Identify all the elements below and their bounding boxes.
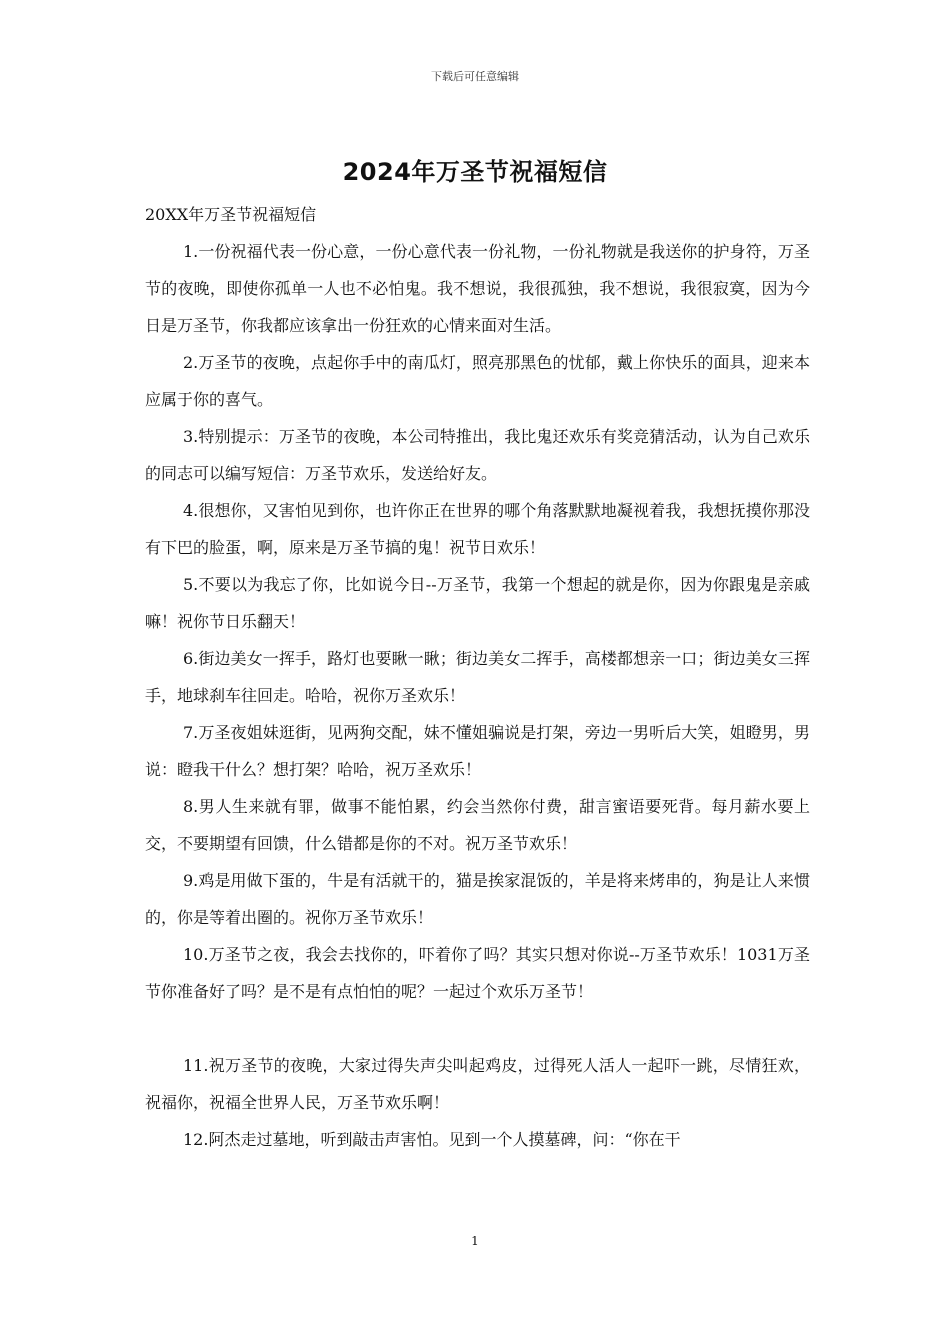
paragraph-7: 7.万圣夜姐妹逛街，见两狗交配，妹不懂姐骗说是打架，旁边一男听后大笑，姐瞪男，男说：瞪我干什么？想打架？哈哈，祝万圣欢乐！ [145,723,810,779]
paragraph-11: 11.祝万圣节的夜晚，大家过得失声尖叫起鸡皮，过得死人活人一起吓一跳，尽情狂欢，祝福你，祝福全世界人民，万圣节欢乐啊！ [145,1056,810,1112]
paragraph-8: 8.男人生来就有罪，做事不能怕累，约会当然你付费，甜言蜜语要死背。每月薪水要上交，不要期望有回馈，什么错都是你的不对。祝万圣节欢乐！ [145,797,810,853]
paragraph-2: 2.万圣节的夜晚，点起你手中的南瓜灯，照亮那黑色的忧郁，戴上你快乐的面具，迎来本应属于你的喜气。 [145,353,810,409]
document-title: 2024年万圣节祝福短信 [342,158,608,186]
blank-line [145,1010,810,1047]
paragraph-12: 12.阿杰走过墓地，听到敲击声害怕。见到一个人摸墓碑，问：“你在干 [183,1130,681,1149]
paragraph-6: 6.街边美女一挥手，路灯也要瞅一瞅；街边美女二挥手，高楼都想亲一口；街边美女三挥手，地球刹车往回走。哈哈，祝你万圣欢乐！ [145,649,810,705]
paragraph-10: 10.万圣节之夜，我会去找你的，吓着你了吗？其实只想对你说--万圣节欢乐！1031万圣节你准备好了吗？是不是有点怕怕的呢？一起过个欢乐万圣节！ [145,945,810,1001]
document-subtitle: 20XX年万圣节祝福短信 [145,205,317,224]
paragraph-5: 5.不要以为我忘了你，比如说今日--万圣节，我第一个想起的就是你，因为你跟鬼是亲戚嘛！祝你节日乐翻天！ [145,575,810,631]
paragraph-1: 1.一份祝福代表一份心意，一份心意代表一份礼物，一份礼物就是我送你的护身符，万圣节的夜晚，即使你孤单一人也不必怕鬼。我不想说，我很孤独，我不想说，我很寂寞，因为今日是万圣节，你我都应该拿出一份狂欢的心情来面对生活。 [145,242,810,335]
paragraph-3: 3.特别提示：万圣节的夜晚，本公司特推出，我比鬼还欢乐有奖竞猜活动，认为自己欢乐的同志可以编写短信：万圣节欢乐，发送给好友。 [145,427,810,483]
paragraph-4: 4.很想你，又害怕见到你，也许你正在世界的哪个角落默默地凝视着我，我想抚摸你那没有下巴的脸蛋，啊，原来是万圣节搞的鬼！祝节日欢乐！ [145,501,810,557]
paragraph-9: 9.鸡是用做下蛋的，牛是有活就干的，猫是挨家混饭的，羊是将来烤串的，狗是让人来惯的，你是等着出圈的。祝你万圣节欢乐！ [145,871,810,927]
document-body [145,233,810,1158]
header-note: 下载后可任意编辑 [431,70,519,83]
page-number: 1 [471,1234,479,1248]
